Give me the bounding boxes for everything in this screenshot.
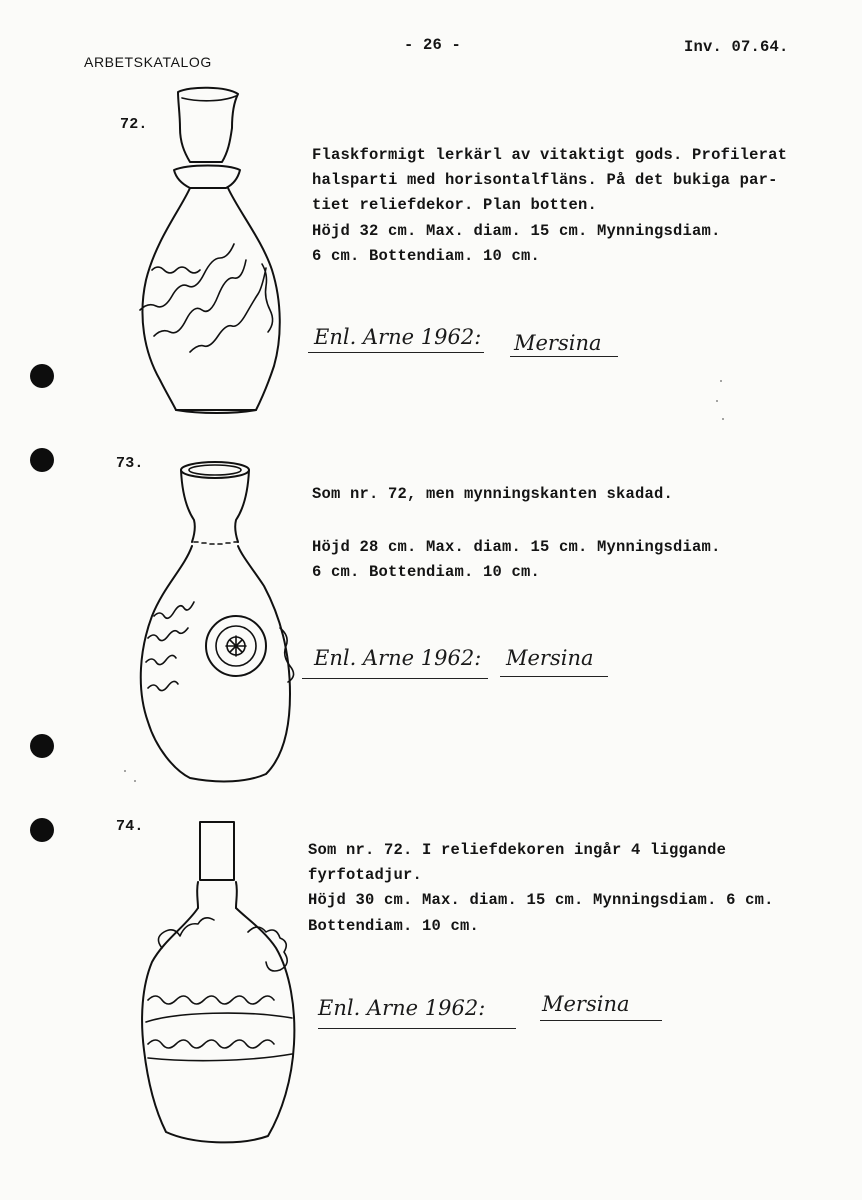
scan-speck <box>134 780 136 782</box>
vessel-73-sketch <box>130 456 310 786</box>
entry-number-72: 72. <box>120 116 148 133</box>
entry-description-73: Höjd 28 cm. Max. diam. 15 cm. Mynningsdiam. 6 cm. Bottendiam. 10 cm. <box>312 538 721 582</box>
page-number: - 26 - <box>404 36 462 54</box>
entry-description-74: Som nr. 72. I reliefdekoren ingår 4 liggande fyrfotadjur. Höjd 30 cm. Max. diam. 15 cm. Mynningsdiam. 6 cm. Bottendiam. 10 cm. <box>308 841 774 935</box>
binder-hole <box>30 448 54 472</box>
provenance-underline <box>500 676 608 677</box>
source-note-underline <box>302 678 488 679</box>
vessel-74-sketch <box>136 822 306 1152</box>
source-note-underline <box>318 1028 516 1029</box>
source-note-73: Enl. Arne 1962: <box>314 646 482 670</box>
binder-hole <box>30 818 54 842</box>
provenance-73: Mersina <box>506 646 594 670</box>
binder-hole <box>30 364 54 388</box>
entry-description-72: Flaskformigt lerkärl av vitaktigt gods. Profilerat halsparti med horisontalfläns. På det bukiga par- tiet reliefdekor. Plan botten. Höjd 32 cm. Max. diam. 15 cm. Mynningsdiam. 6 cm. Bottendiam. 10 cm. <box>312 146 788 265</box>
binder-hole <box>30 734 54 758</box>
provenance-72: Mersina <box>514 331 602 355</box>
provenance-underline <box>510 356 618 357</box>
entry-summary-73: Som nr. 72, men mynningskanten skadad. <box>312 485 674 503</box>
source-note-74: Enl. Arne 1962: <box>318 996 486 1020</box>
scan-speck <box>720 380 722 382</box>
catalog-label: ARBETSKATALOG <box>84 54 212 70</box>
source-note-72: Enl. Arne 1962: <box>314 325 482 349</box>
scan-speck <box>722 418 724 420</box>
entry-number-73: 73. <box>116 455 144 472</box>
entry-number-74: 74. <box>116 818 144 835</box>
scan-speck <box>124 770 126 772</box>
provenance-74: Mersina <box>542 992 630 1016</box>
provenance-underline <box>540 1020 662 1021</box>
source-note-underline <box>308 352 484 353</box>
scan-speck <box>716 400 718 402</box>
vessel-72-sketch <box>130 80 290 420</box>
inventory-number: Inv. 07.64. <box>684 38 789 56</box>
